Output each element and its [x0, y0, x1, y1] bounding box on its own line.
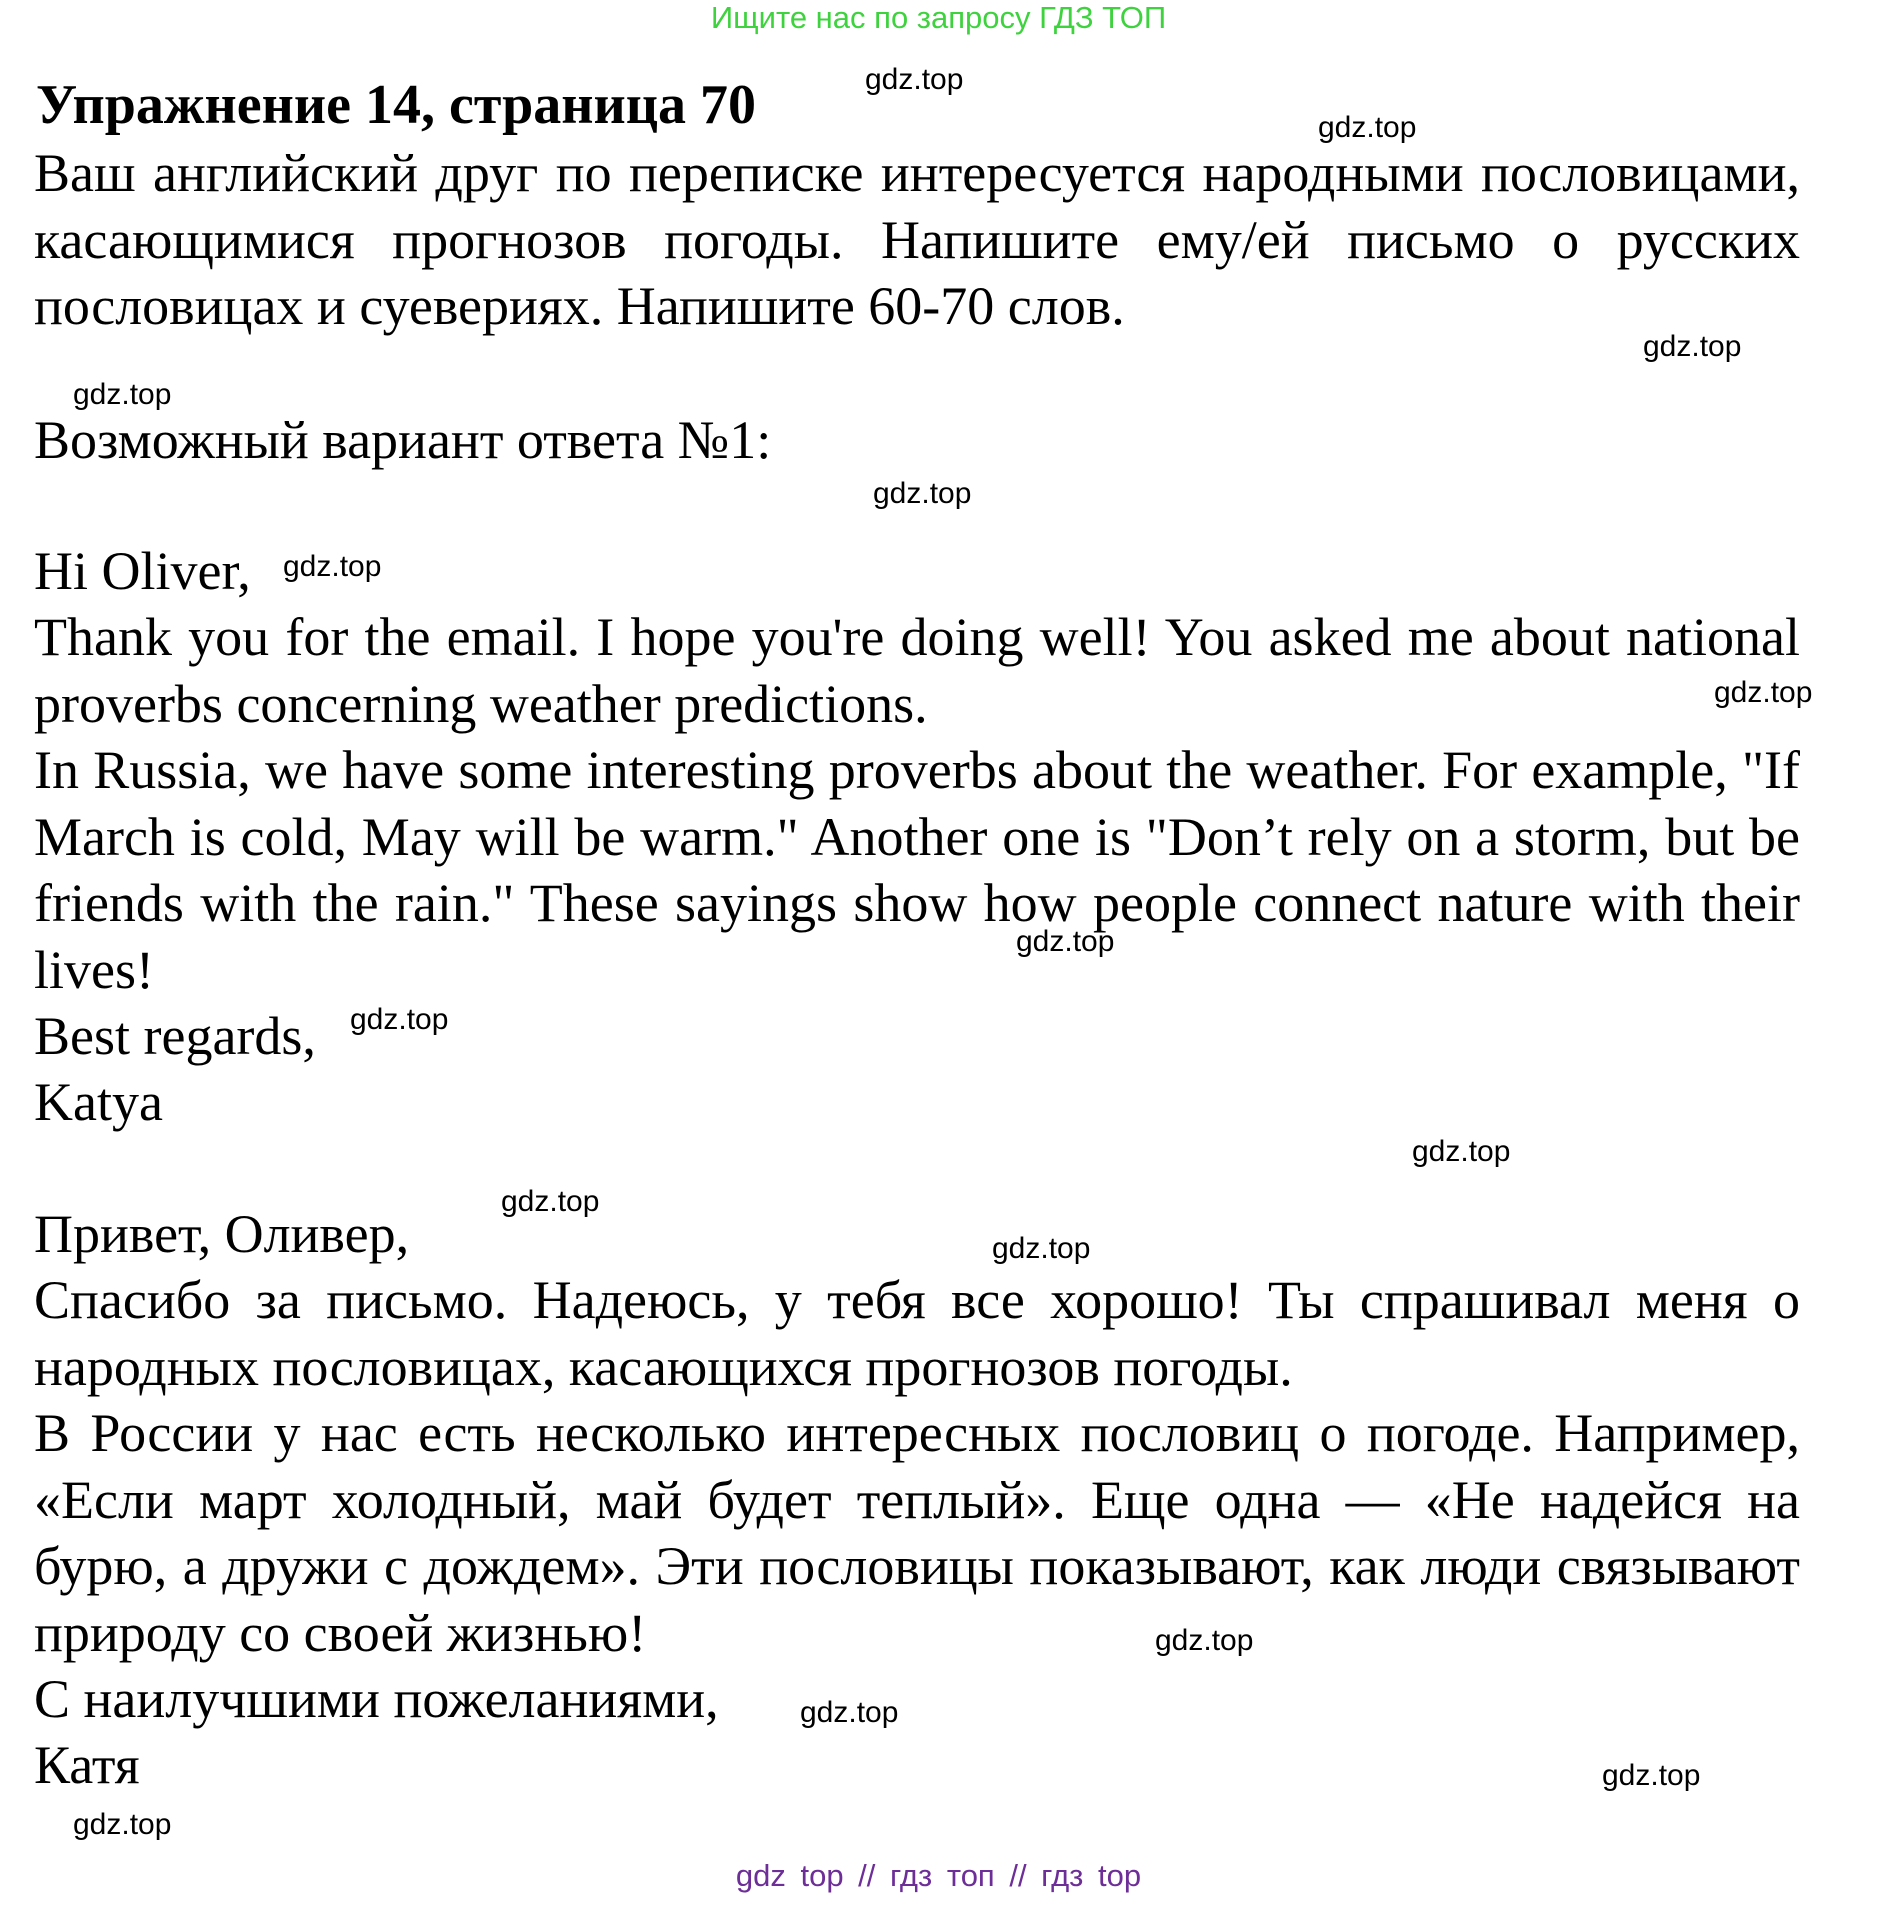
watermark: gdz.top: [1318, 111, 1417, 144]
watermark: gdz.top: [501, 1185, 600, 1218]
english-paragraph-2: In Russia, we have some interesting proverbs about the weather. For example, "If March is cold, May will be warm." Another one is "Don’t rely on a storm, but be friends with the rain." These sayings show how people connect nature with their lives!: [34, 740, 1800, 1000]
exercise-title: Упражнение 14, страница 70: [36, 74, 757, 136]
promo-banner[interactable]: Ищите нас по запросу ГДЗ ТОП: [710, 0, 1167, 35]
watermark: gdz.top: [1714, 676, 1813, 709]
russian-paragraph-2: В России у нас есть несколько интересных пословиц о погоде. Например, «Если март холодный, май будет теплый». Еще одна — «Не надейся на бурю, а дружи с дождем». Эти пословицы показывают, как люди связывают природу со своей жизнью!: [34, 1403, 1800, 1663]
russian-paragraph-1: Спасибо за письмо. Надеюсь, у тебя все хорошо! Ты спрашивал меня о народных пословицах, касающихся прогнозов погоды.: [34, 1270, 1800, 1397]
footer-links[interactable]: gdz top // гдз топ // гдз top: [735, 1858, 1142, 1893]
watermark: gdz.top: [73, 1808, 172, 1841]
english-paragraph-1: Thank you for the email. I hope you're doing well! You asked me about national proverbs concerning weather predictions.: [34, 607, 1800, 734]
english-signature: Katya: [34, 1072, 163, 1132]
variant-label: Возможный вариант ответа №1:: [34, 410, 772, 470]
watermark: gdz.top: [873, 477, 972, 510]
watermark: gdz.top: [1412, 1135, 1511, 1168]
watermark: gdz.top: [1016, 925, 1115, 958]
english-greeting: Hi Oliver,: [34, 541, 251, 601]
watermark: gdz.top: [1155, 1624, 1254, 1657]
watermark: gdz.top: [865, 63, 964, 96]
watermark: gdz.top: [1643, 330, 1742, 363]
russian-greeting: Привет, Оливер,: [34, 1204, 410, 1264]
russian-signature: Катя: [34, 1735, 140, 1795]
watermark: gdz.top: [992, 1232, 1091, 1265]
watermark: gdz.top: [73, 378, 172, 411]
russian-closing: С наилучшими пожеланиями,: [34, 1669, 719, 1729]
watermark: gdz.top: [1602, 1759, 1701, 1792]
watermark: gdz.top: [350, 1003, 449, 1036]
watermark: gdz.top: [283, 550, 382, 583]
watermark: gdz.top: [800, 1696, 899, 1729]
task-text: Ваш английский друг по переписке интересуется народными пословицами, касающимися прогнозов погоды. Напишите ему/ей письмо о русских пословицах и суевериях. Напишите 60-70 слов.: [34, 143, 1800, 336]
english-closing: Best regards,: [34, 1006, 316, 1066]
